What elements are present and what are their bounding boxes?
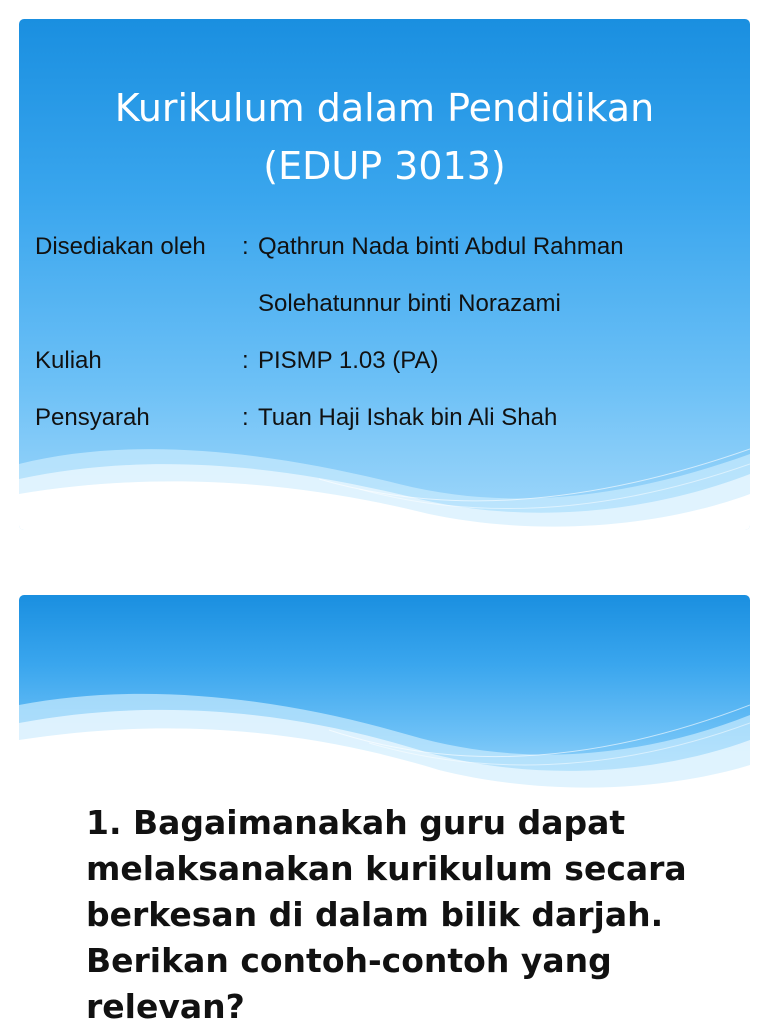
prepared-by-label: Disediakan oleh (35, 233, 206, 260)
question-slide (19, 595, 750, 1035)
wave-decoration (19, 439, 750, 530)
lecture-value: PISMP 1.03 (PA) (258, 347, 439, 374)
lecture-colon: : (242, 347, 249, 374)
lecturer-value: Tuan Haji Ishak bin Ali Shah (258, 404, 558, 431)
lecturer-colon: : (242, 404, 249, 431)
question-text: 1. Bagaimanakah guru dapat melaksanakan kurikulum secara berkesan di dalam bilik darjah. Berikan contoh-contoh yang relevan? (86, 803, 687, 1026)
prepared-by-value: Qathrun Nada binti Abdul Rahman (258, 233, 624, 260)
slide-title-line1: Kurikulum dalam Pendidikan (114, 86, 655, 130)
lecturer-label: Pensyarah (35, 404, 150, 431)
wave-decoration (19, 675, 750, 815)
prepared-by-value-2: Solehatunnur binti Norazami (258, 290, 561, 317)
title-slide (19, 19, 750, 530)
slide-title-line2: (EDUP 3013) (263, 144, 506, 188)
prepared-by-colon: : (242, 233, 249, 260)
lecture-label: Kuliah (35, 347, 102, 374)
